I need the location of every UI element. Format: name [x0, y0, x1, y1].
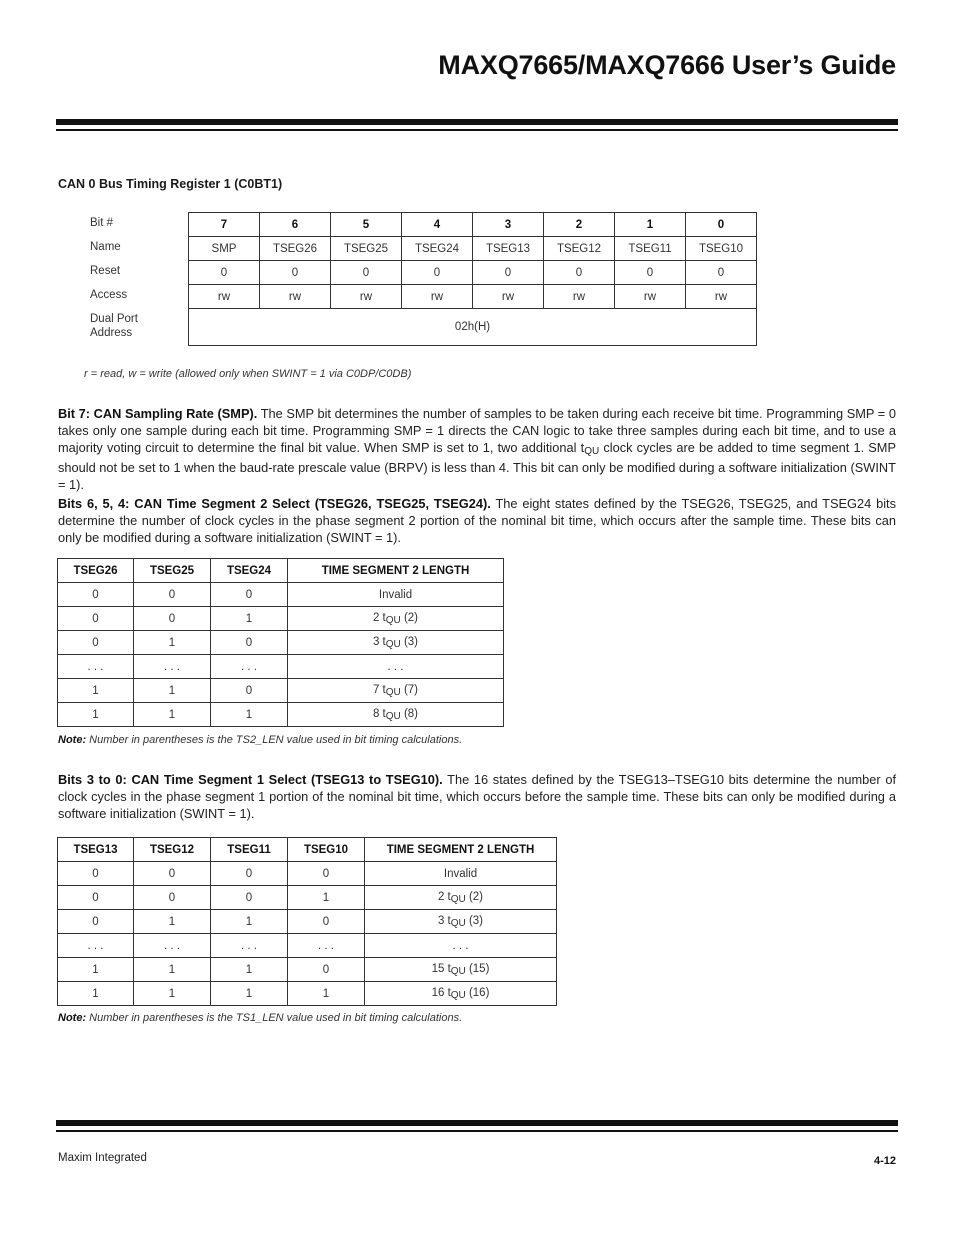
bits30-heading: Bits 3 to 0: CAN Time Segment 1 Select (TSEG13 to TSEG10).	[58, 772, 443, 787]
table-row	[58, 583, 504, 607]
column-header: TSEG12	[134, 838, 211, 862]
access-cell: rw	[686, 285, 757, 309]
page-title: MAXQ7665/MAXQ7666 User’s Guide	[438, 50, 896, 80]
column-header: TSEG10	[288, 838, 365, 862]
name-cell: TSEG24	[402, 237, 473, 261]
bits30-text: The 16 states defined by the TSEG13–TSEG10 bits determine the number of clock cycles in the phase segment 1 portion of the nominal bit time, which occurs before the sample time. These bits can only be modified during a software initialization (SWINT = 1).	[58, 772, 896, 821]
tqu-subscript: QU	[385, 614, 401, 626]
table-row	[58, 679, 504, 703]
table-cell: 1	[134, 910, 211, 934]
tseg1-table	[57, 837, 557, 1006]
length-text: (15)	[465, 962, 490, 975]
table-cell: 0	[58, 607, 134, 631]
table-cell: 1	[58, 679, 134, 703]
table-cell: 0	[58, 583, 134, 607]
table-cell: 1	[134, 679, 211, 703]
table-cell: 1	[134, 982, 211, 1006]
table-row	[58, 607, 504, 631]
tseg2-table	[57, 558, 504, 727]
length-text: (2)	[465, 890, 484, 903]
table-row	[58, 982, 557, 1006]
tqu-subscript: QU	[450, 965, 466, 977]
label-access: Access	[90, 289, 128, 301]
name-cell: TSEG25	[331, 237, 402, 261]
label-dual-port: Dual Port	[90, 313, 138, 325]
table-cell: 0	[288, 910, 365, 934]
address-cell: 02h(H)	[189, 309, 757, 346]
table-cell: 1	[134, 703, 211, 727]
table-row	[58, 631, 504, 655]
bit7-paragraph	[58, 406, 896, 494]
table-cell: 0	[211, 862, 288, 886]
reset-cell: 0	[260, 261, 331, 285]
tqu-subscript: QU	[450, 893, 466, 905]
length-cell	[288, 703, 504, 727]
column-header: TIME SEGMENT 2 LENGTH	[365, 838, 557, 862]
register-table	[188, 212, 757, 346]
length-text: 7 t	[372, 683, 386, 696]
table-cell: . . .	[211, 934, 288, 958]
table-row	[58, 886, 557, 910]
table-cell: . . .	[288, 934, 365, 958]
column-header: TSEG24	[211, 559, 288, 583]
reset-cell: 0	[473, 261, 544, 285]
table-cell: 0	[134, 886, 211, 910]
bits654-paragraph	[58, 496, 896, 546]
label-reset: Reset	[90, 265, 121, 277]
table-cell: 0	[58, 886, 134, 910]
name-cell: SMP	[189, 237, 260, 261]
note-label: Note:	[58, 734, 87, 746]
tseg2-note	[58, 734, 462, 746]
table-row	[58, 655, 504, 679]
table-cell: 0	[288, 862, 365, 886]
table-cell: 1	[211, 910, 288, 934]
table-cell: . . .	[134, 934, 211, 958]
table-cell: 0	[211, 583, 288, 607]
table-cell: 0	[58, 910, 134, 934]
access-cell: rw	[189, 285, 260, 309]
table-cell: 1	[211, 703, 288, 727]
table-cell: 1	[58, 982, 134, 1006]
length-cell	[365, 886, 557, 910]
name-cell: TSEG10	[686, 237, 757, 261]
length-cell	[288, 631, 504, 655]
table-cell: 0	[134, 862, 211, 886]
length-cell	[288, 655, 504, 679]
reset-cell: 0	[189, 261, 260, 285]
column-header: TSEG13	[58, 838, 134, 862]
table-cell: . . .	[134, 655, 211, 679]
column-header: TSEG11	[211, 838, 288, 862]
length-text: (2)	[400, 611, 419, 624]
tseg1-note	[58, 1012, 462, 1024]
column-header: TIME SEGMENT 2 LENGTH	[288, 559, 504, 583]
table-cell: 1	[58, 703, 134, 727]
table-row	[58, 910, 557, 934]
table-cell: 1	[211, 607, 288, 631]
tqu-subscript: QU	[385, 638, 401, 650]
label-name: Name	[90, 241, 121, 253]
tqu-subscript: QU	[385, 710, 401, 722]
length-text: 16 t	[431, 986, 451, 999]
bit-cell: 5	[331, 213, 402, 237]
length-text: (8)	[400, 707, 419, 720]
bit-cell: 2	[544, 213, 615, 237]
table-cell: . . .	[211, 655, 288, 679]
table-row	[58, 958, 557, 982]
name-cell: TSEG12	[544, 237, 615, 261]
table-cell: 0	[134, 583, 211, 607]
length-text: 3 t	[437, 914, 451, 927]
length-cell	[288, 679, 504, 703]
table-cell: . . .	[58, 934, 134, 958]
header-rule-thin	[56, 129, 898, 131]
note-text: Number in parentheses is the TS2_LEN value used in bit timing calculations.	[86, 734, 463, 746]
length-text: . . .	[387, 660, 404, 673]
label-bit: Bit #	[90, 217, 114, 229]
section-title: CAN 0 Bus Timing Register 1 (C0BT1)	[58, 177, 283, 191]
reset-cell: 0	[615, 261, 686, 285]
length-text: 2 t	[437, 890, 451, 903]
name-cell: TSEG11	[615, 237, 686, 261]
footer-rule-thick	[56, 1120, 898, 1126]
tqu-subscript: QU	[450, 989, 466, 1001]
tqu-subscript: QU	[584, 445, 600, 457]
bit-cell: 6	[260, 213, 331, 237]
reset-cell: 0	[686, 261, 757, 285]
length-text: . . .	[452, 939, 469, 952]
bit-cell: 4	[402, 213, 473, 237]
table-cell: 1	[58, 958, 134, 982]
length-text: 2 t	[372, 611, 386, 624]
bit7-heading: Bit 7: CAN Sampling Rate (SMP).	[58, 406, 258, 421]
length-cell	[365, 910, 557, 934]
table-cell: 0	[134, 607, 211, 631]
access-cell: rw	[615, 285, 686, 309]
footer-rule-thin	[56, 1130, 898, 1132]
table-cell: 0	[211, 631, 288, 655]
table-cell: 1	[211, 982, 288, 1006]
note-label: Note:	[58, 1012, 87, 1024]
bit-cell: 3	[473, 213, 544, 237]
register-footnote: r = read, w = write (allowed only when SWINT = 1 via C0DP/C0DB)	[84, 368, 412, 380]
table-row	[58, 934, 557, 958]
table-cell: . . .	[58, 655, 134, 679]
label-address: Address	[90, 327, 133, 339]
length-cell	[365, 958, 557, 982]
reset-cell: 0	[331, 261, 402, 285]
table-cell: 0	[211, 679, 288, 703]
table-cell: 0	[58, 631, 134, 655]
table-cell: 0	[288, 958, 365, 982]
length-text: (3)	[400, 635, 419, 648]
length-cell	[288, 583, 504, 607]
access-cell: rw	[402, 285, 473, 309]
length-text: (16)	[465, 986, 490, 999]
table-row	[58, 703, 504, 727]
length-text: Invalid	[443, 867, 478, 880]
column-header: TSEG25	[134, 559, 211, 583]
length-text: (3)	[465, 914, 484, 927]
access-cell: rw	[331, 285, 402, 309]
bits654-text: The eight states defined by the TSEG26, TSEG25, and TSEG24 bits determine the number of clock cycles in the phase segment 2 portion of the nominal bit time, which occurs after the sample time. These bits can only be modified during a software initialization (SWINT = 1).	[58, 496, 896, 545]
length-text: (7)	[400, 683, 419, 696]
table-row	[58, 862, 557, 886]
bit7-text-a: The SMP bit determines the number of samples to be taken during each receive bit time. Programming SMP = 0 takes only one sample during each bit time. Programming SMP = 1 directs the CAN logic to take three samples during each bit time, and to use a majority voting circuit to determine the final bit value. When SMP is set to 1, two additional t	[58, 406, 896, 455]
length-cell	[365, 934, 557, 958]
length-text: Invalid	[378, 588, 413, 601]
bit-cell: 1	[615, 213, 686, 237]
note-text: Number in parentheses is the TS1_LEN value used in bit timing calculations.	[86, 1012, 463, 1024]
bit-cell: 0	[686, 213, 757, 237]
table-cell: 1	[134, 958, 211, 982]
column-header: TSEG26	[58, 559, 134, 583]
reset-cell: 0	[544, 261, 615, 285]
footer-page-number: 4-12	[873, 1155, 896, 1167]
access-cell: rw	[544, 285, 615, 309]
name-cell: TSEG26	[260, 237, 331, 261]
tqu-subscript: QU	[450, 917, 466, 929]
length-cell	[365, 982, 557, 1006]
table-cell: 0	[58, 862, 134, 886]
reset-cell: 0	[402, 261, 473, 285]
table-cell: 1	[288, 886, 365, 910]
length-text: 3 t	[372, 635, 386, 648]
access-cell: rw	[473, 285, 544, 309]
name-cell: TSEG13	[473, 237, 544, 261]
bits30-paragraph	[58, 772, 896, 822]
length-text: 8 t	[372, 707, 386, 720]
footer-company: Maxim Integrated	[58, 1152, 147, 1164]
length-cell	[365, 862, 557, 886]
tqu-subscript: QU	[385, 686, 401, 698]
length-cell	[288, 607, 504, 631]
table-cell: 1	[134, 631, 211, 655]
header-rule-thick	[56, 119, 898, 125]
table-cell: 0	[211, 886, 288, 910]
length-text: 15 t	[431, 962, 451, 975]
bit7-text-b: clock cycles are be added to time segment 1. SMP should not be set to 1 when the baud-rate prescale value (BRPV) is less than 4. This bit can only be modified during a software initialization (SWINT = 1).	[58, 439, 896, 493]
table-cell: 1	[288, 982, 365, 1006]
bits654-heading: Bits 6, 5, 4: CAN Time Segment 2 Select (TSEG26, TSEG25, TSEG24).	[58, 496, 491, 511]
table-cell: 1	[211, 958, 288, 982]
access-cell: rw	[260, 285, 331, 309]
bit-cell: 7	[189, 213, 260, 237]
